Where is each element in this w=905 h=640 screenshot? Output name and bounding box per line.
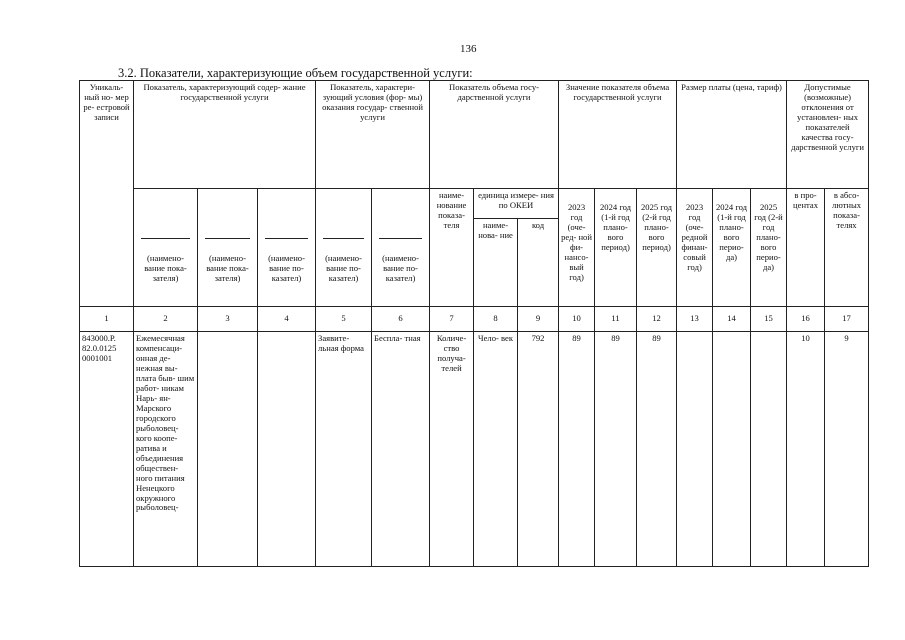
header-conditions-indicator: Показатель, характери- зующий условия (фор- мы) оказания государ- ственной услуги: [316, 81, 430, 189]
header-deviation-absolute: в абсо- лютных показа- телях: [825, 189, 869, 307]
header-sub-name-2: (наимено- вание пока- зателя): [198, 189, 258, 307]
table-row: [80, 332, 869, 567]
cell-indicator-name: Количе- ство получа- телей: [430, 332, 474, 567]
cell-registry-number: 843000.Р. 82.0.0125 0001001: [80, 332, 134, 567]
column-number: 12: [637, 307, 677, 332]
column-number: 13: [677, 307, 713, 332]
header-value-2025: 2025 год (2-й год плано- вого период): [637, 189, 677, 307]
column-number: 15: [751, 307, 787, 332]
column-number: 9: [518, 307, 559, 332]
cell-deviation-percent: 10: [787, 332, 825, 567]
column-number: 17: [825, 307, 869, 332]
cell-value-2025: 89: [637, 332, 677, 567]
column-number: 2: [134, 307, 198, 332]
header-row-1: [80, 81, 869, 189]
cell-unit-name: Чело- век: [474, 332, 518, 567]
header-deviation-percent: в про- центах: [787, 189, 825, 307]
cell-value-2023: 89: [559, 332, 595, 567]
section-title: 3.2. Показатели, характеризующие объем государственной услуги:: [118, 66, 473, 80]
header-fee-2025: 2025 год (2-й год плано- вого перио- да): [751, 189, 787, 307]
column-number: 3: [198, 307, 258, 332]
column-number: 14: [713, 307, 751, 332]
cell-condition-1: Заявите- льная форма: [316, 332, 372, 567]
header-unit-okei: единица измере- ния по ОКЕИ: [474, 189, 559, 219]
header-volume-indicator: Показатель объема госу- дарственной услуги: [430, 81, 559, 189]
cell-fee-2025: [751, 332, 787, 567]
header-sub-name-5: (наимено- вание по- казател): [372, 189, 430, 307]
column-number: 1: [80, 307, 134, 332]
column-number: 7: [430, 307, 474, 332]
header-sub-name-4: (наимено- вание по- казател): [316, 189, 372, 307]
cell-value-2024: 89: [595, 332, 637, 567]
header-unit-name: наиме- нова- ние: [474, 219, 518, 307]
cell-fee-2024: [713, 332, 751, 567]
column-number: 8: [474, 307, 518, 332]
column-number: 11: [595, 307, 637, 332]
header-fee: Размер платы (цена, тариф): [677, 81, 787, 189]
header-row-2: [80, 189, 869, 219]
cell-unit-code: 792: [518, 332, 559, 567]
column-number: 4: [258, 307, 316, 332]
header-sub-name-1: (наимено- вание пока- зателя): [134, 189, 198, 307]
cell-content-3: [258, 332, 316, 567]
cell-fee-2023: [677, 332, 713, 567]
header-content-indicator: Показатель, характеризующий содер- жание государственной услуги: [134, 81, 316, 189]
cell-content-2: [198, 332, 258, 567]
page-number: 136: [460, 43, 477, 55]
header-registry-number: Уникаль- ный но- мер ре- естровой записи: [80, 81, 134, 307]
header-deviation: Допустимые (возможные) отклонения от установлен- ных показателей качества госу- дарственной услуги: [787, 81, 869, 189]
header-indicator-value: Значение показателя объема государственной услуги: [559, 81, 677, 189]
column-number: 5: [316, 307, 372, 332]
column-number-row: [80, 307, 869, 332]
cell-content-1: Ежемесячная компенсаци- онная де- нежная вы- плата быв- шим работ- никам Нарь- ян-Марского городского рыболовец- кого коопе- ратива и объединения обществен- ного питания Ненецкого окружного рыболовец-: [134, 332, 198, 567]
header-fee-2024: 2024 год (1-й год плано- вого перио- да): [713, 189, 751, 307]
header-unit-code: код: [518, 219, 559, 307]
header-value-2024: 2024 год (1-й год плано- вого период): [595, 189, 637, 307]
cell-condition-2: Беспла- тная: [372, 332, 430, 567]
header-fee-2023: 2023 год (оче- редной финан- совый год): [677, 189, 713, 307]
header-sub-name-3: (наимено- вание по- казател): [258, 189, 316, 307]
column-number: 16: [787, 307, 825, 332]
column-number: 6: [372, 307, 430, 332]
header-indicator-name: наиме- нование показа- теля: [430, 189, 474, 307]
cell-deviation-absolute: 9: [825, 332, 869, 567]
column-number: 10: [559, 307, 595, 332]
service-volume-table: [79, 80, 869, 567]
header-value-2023: 2023 год (оче- ред- ной фи- нансо- вый год): [559, 189, 595, 307]
